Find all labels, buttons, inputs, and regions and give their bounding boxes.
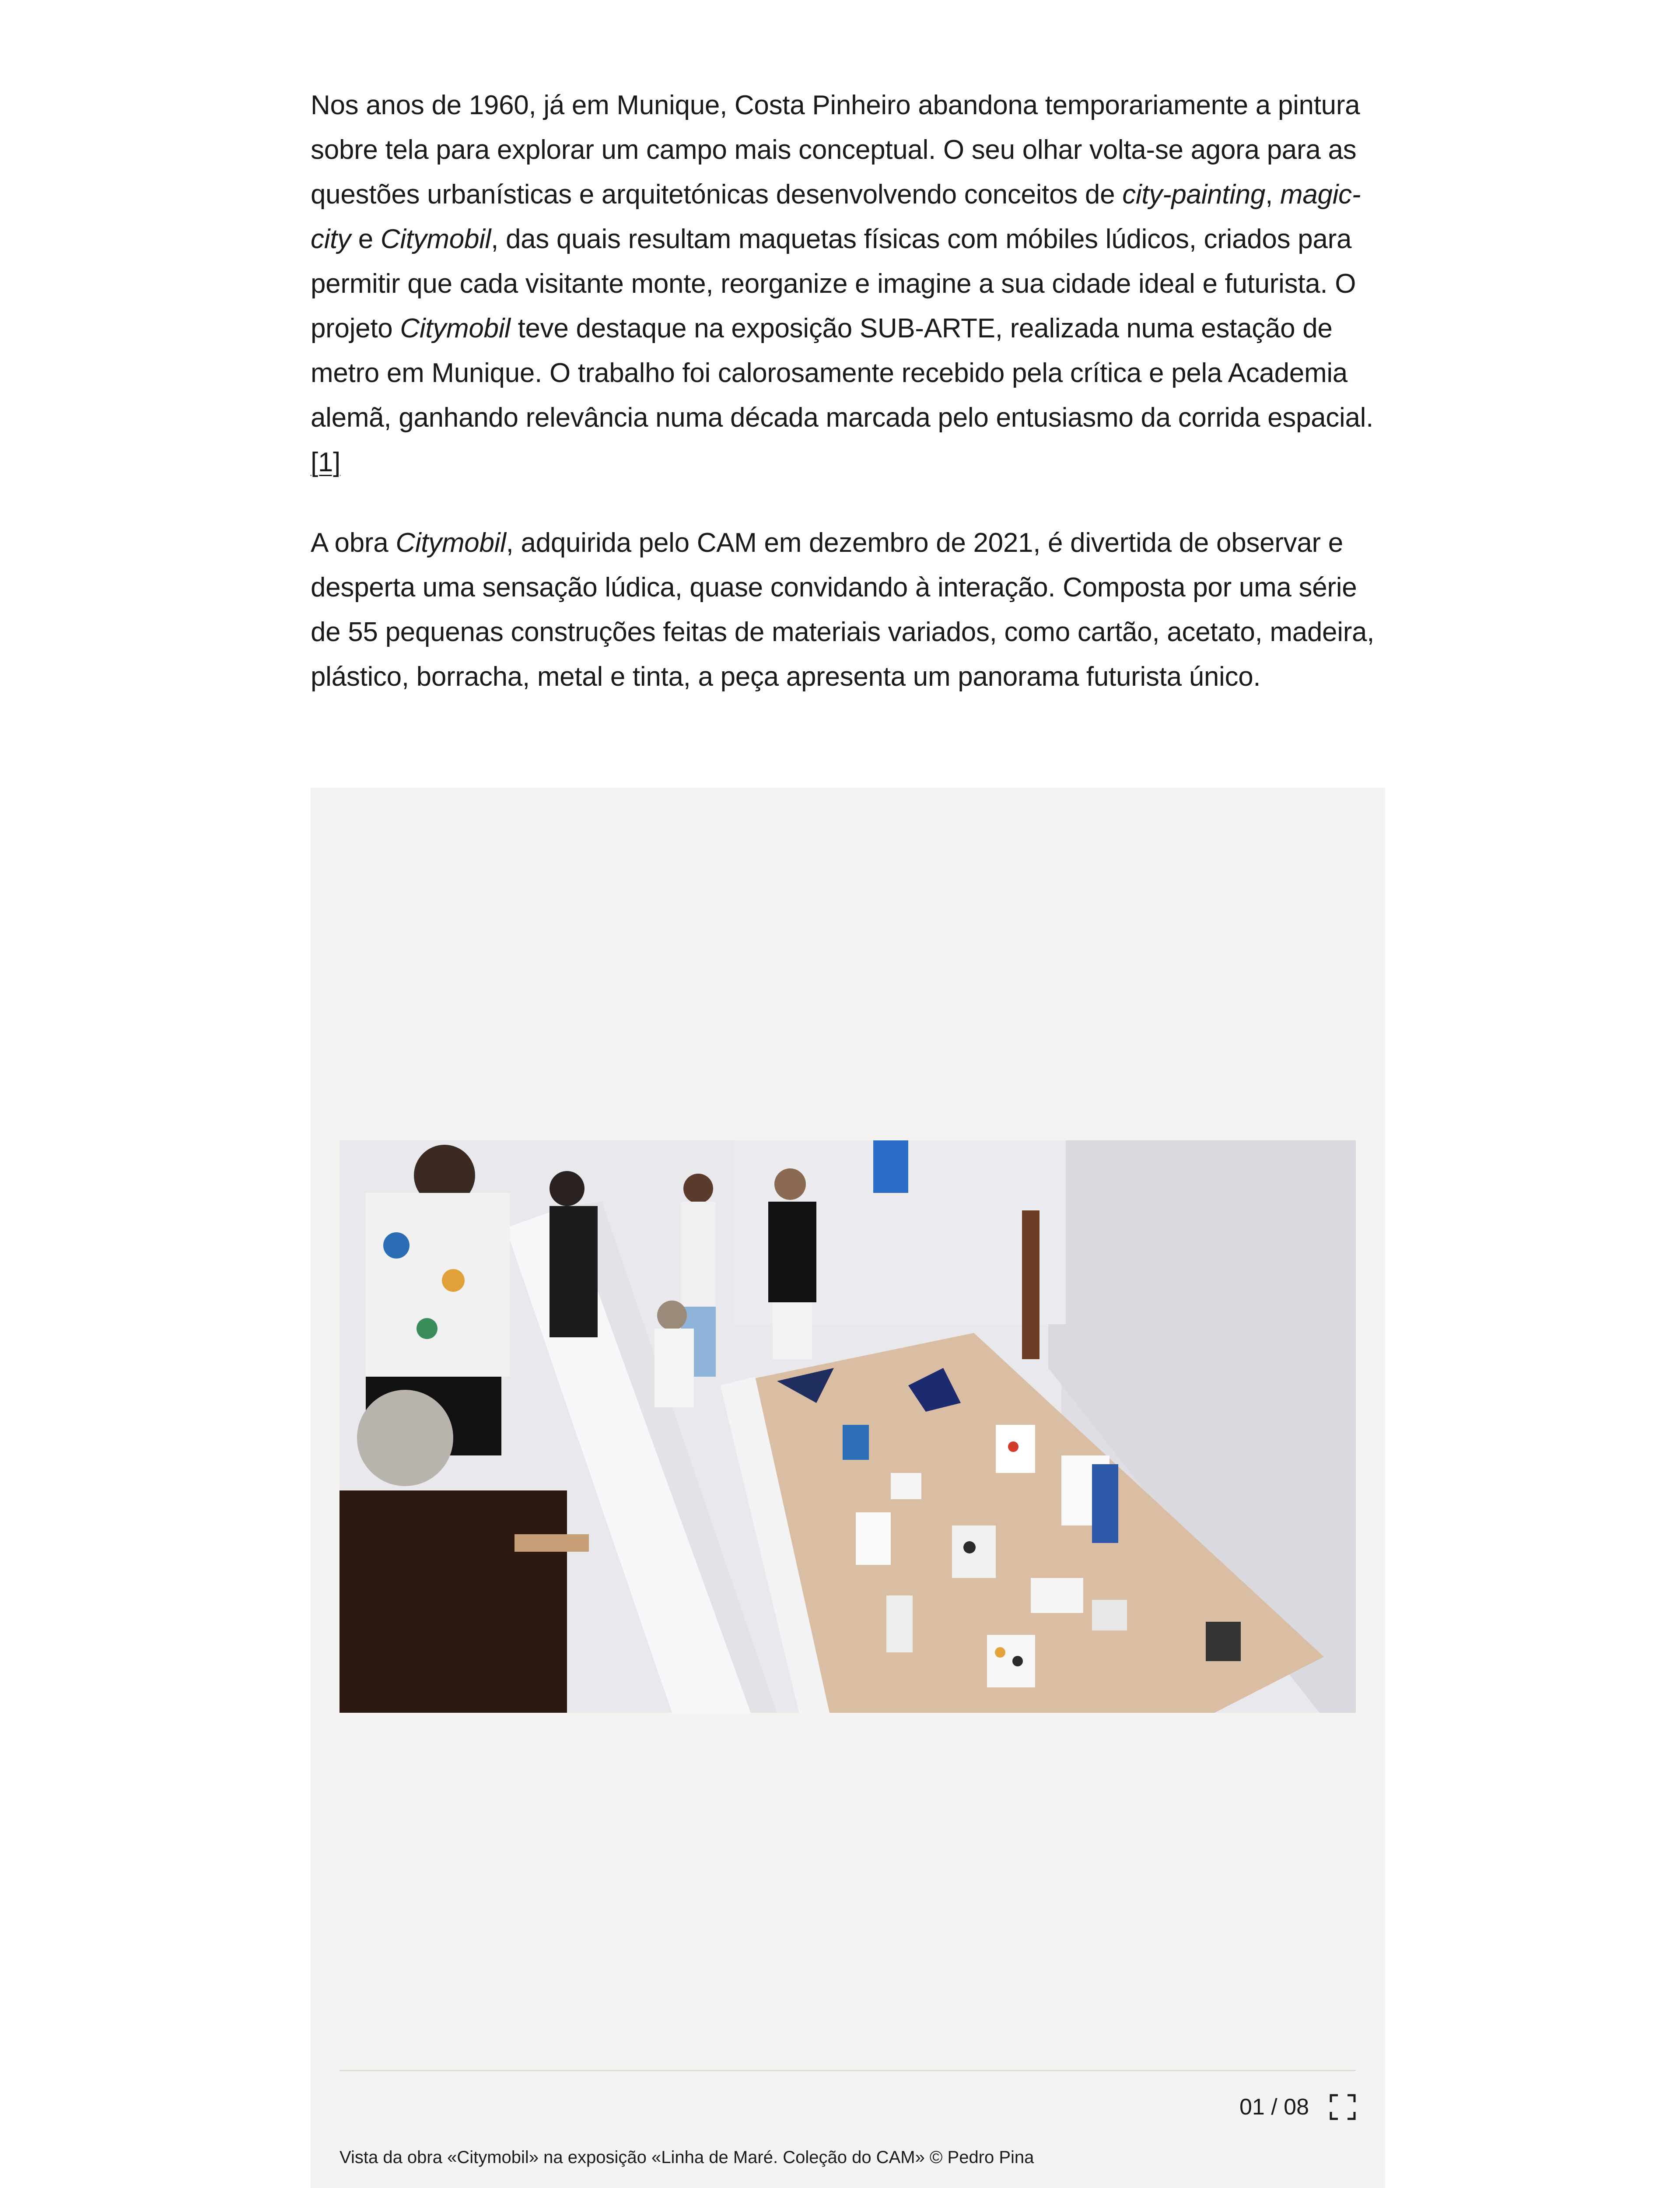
paragraph-2: A obra Citymobil, adquirida pelo CAM em dezembro de 2021, é divertida de observar e desperta uma sensação lúdica, quase convidando à interação. Composta por uma série de 55 pequenas construções feitas de materiais variados, como cartão, acetato, madeira, plástico, borracha, metal e tinta, a peça apresenta um panorama futurista único. [311, 528, 1375, 692]
italic-term: Citymobil [400, 313, 511, 344]
exhibition-photo [340, 1140, 1356, 1713]
gallery-controls [1239, 2090, 1356, 2125]
italic-term: city-painting [1122, 179, 1266, 210]
italic-term: Citymobil [380, 224, 491, 254]
slide-counter: 01 / 08 [1239, 2094, 1309, 2120]
italic-term: Citymobil [396, 528, 506, 558]
article-body [311, 83, 1391, 735]
italic-term: magic-city [311, 179, 1361, 254]
fullscreen-icon[interactable] [1329, 2093, 1356, 2121]
paragraph-1: Nos anos de 1960, já em Munique, Costa Pinheiro abandona temporariamente a pintura sobre tela para explorar um campo mais conceptual. O seu olhar volta-se agora para as questões urbanísticas e arquitetónicas desenvolvendo conceitos de city-painting, magic-city e Citymobil, das quais resultam maquetas físicas com móbiles lúdicos, criados para permitir que cada visitante monte, reorganize e imagine a sua cidade ideal e futurista. O projeto Citymobil teve destaque na exposição SUB-ARTE, realizada numa estação de metro em Munique. O trabalho foi calorosamente recebido pela crítica e pela Academia alemã, ganhando relevância numa década marcada pelo entusiasmo da corrida espacial.[1] [311, 90, 1374, 477]
gallery-slide-image[interactable] [340, 1140, 1356, 1713]
gallery-divider [340, 2070, 1356, 2071]
footnote-link[interactable]: [1] [311, 447, 341, 477]
image-caption: Vista da obra «Citymobil» na exposição «Linha de Maré. Coleção do CAM» © Pedro Pina [340, 2148, 1034, 2167]
image-gallery [311, 788, 1385, 2188]
